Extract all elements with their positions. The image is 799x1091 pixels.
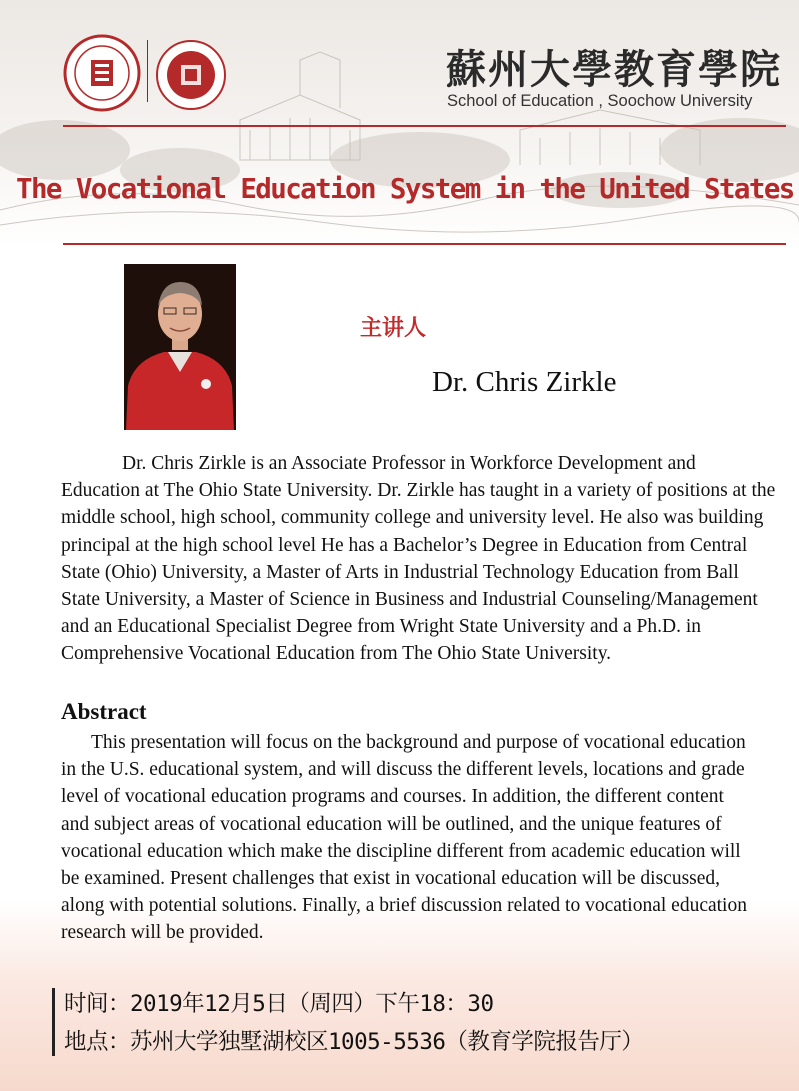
soochow-university-logo xyxy=(63,34,141,112)
header-top-rule xyxy=(63,125,786,127)
institute-logo xyxy=(154,38,228,112)
header-bottom-rule xyxy=(63,243,786,245)
school-name-chinese: 蘇州大學教育學院 xyxy=(446,46,782,93)
speaker-label: 主讲人 xyxy=(360,316,427,341)
speaker-name: Dr. Chris Zirkle xyxy=(432,366,617,398)
event-place: 地点：苏州大学独墅湖校区1005-5536（教育学院报告厅） xyxy=(64,1029,644,1055)
speaker-bio: Dr. Chris Zirkle is an Associate Professor in Workforce Development and Education at The Ohio State University. Dr. Zirkle has taught in a variety of positions at the middle school, high school, community college and university level. He also was building principal at the high school level He has a Bachelor’s Degree in Education from Central State (Ohio) University, a Master of Arts in Industrial Technology Education from Ball State University, a Master of Science in Business and Industrial Counseling/Management and an Educational Specialist Degree from Wright State University and a Ph.D. in Comprehensive Vocational Education from The Ohio State University. xyxy=(61,453,776,665)
speaker-photo xyxy=(124,264,236,430)
event-info-bar xyxy=(52,988,55,1056)
event-time: 时间：2019年12月5日（周四）下午18：30 xyxy=(64,991,494,1017)
logo-separator xyxy=(147,40,148,102)
abstract-heading: Abstract xyxy=(61,699,147,724)
abstract-text: This presentation will focus on the background and purpose of vocational education in the U.S. educational system, and will discuss the different levels, locations and grade level of vocational education programs and courses. In addition, the different content and subject areas of vocational education will be outlined, and the unique features of vocational education which make the discipline different from academic education will be examined. Present challenges that exist in vocational education will be discussed, along with potential solutions. Finally, a brief discussion related to vocational education research will be provided. xyxy=(61,732,747,944)
school-name-english: School of Education , Soochow University xyxy=(447,92,753,110)
lecture-title: The Vocational Education System in the United States xyxy=(16,173,794,205)
